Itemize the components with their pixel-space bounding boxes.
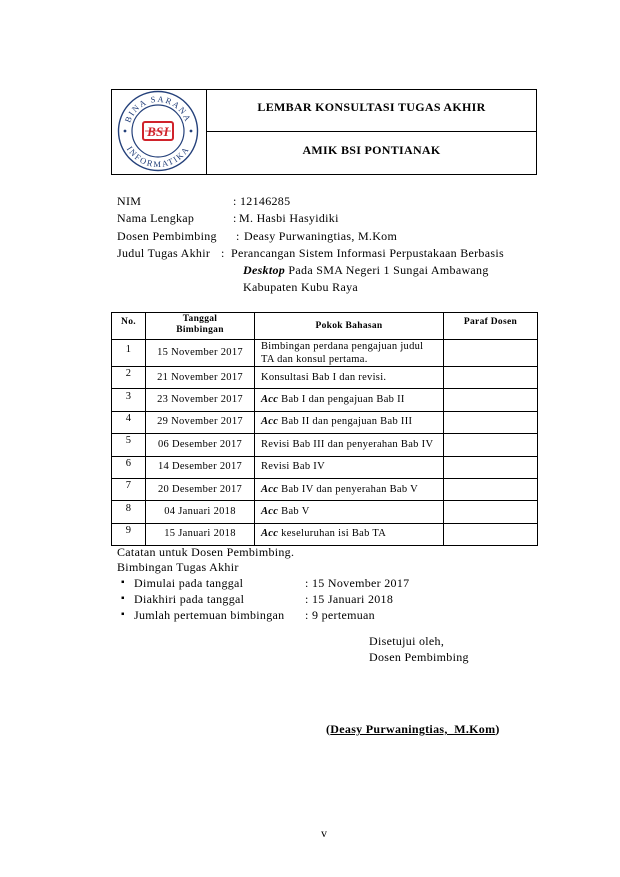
topic-emphasis: Acc [261,483,279,495]
bullet-icon: ▪ [121,593,125,604]
consultation-topic [255,523,444,545]
name-label: Nama Lengkap [117,211,195,225]
column-header-date [146,313,255,340]
table-header-row [112,313,538,340]
table-row [112,478,538,500]
row-number: 8 [112,501,146,523]
notes-heading: Catatan untuk Dosen Pembimbing. [117,545,295,559]
logo-top-text [122,94,193,124]
paraf-cell [444,456,538,478]
notes-item-label: Jumlah pertemuan bimbingan [134,608,285,622]
row-number: 1 [112,340,146,367]
paraf-cell [444,478,538,500]
document-title: LEMBAR KONSULTASI TUGAS AKHIR [207,90,536,132]
column-header-no: No. [112,313,146,340]
row-number: 2 [112,367,146,389]
paraf-cell [444,434,538,456]
thesis-title-line3: Kabupaten Kubu Raya [243,280,359,294]
topic-text: Bimbingan perdana pengajuan judul TA dan konsul pertama. [261,341,424,365]
topic-text: Bab II dan pengajuan Bab III [281,416,413,428]
supervisor-label: Dosen Pembimbing [117,228,217,243]
consultation-topic [255,456,444,478]
thesis-title-label: Judul Tugas Akhir [117,246,211,260]
table-row [112,389,538,411]
logo-bottom-text-path: INFORMATIKA [124,144,192,170]
logo-mark-text: BSI [147,124,169,139]
bullet-icon: ▪ [121,609,125,620]
table-row [112,501,538,523]
signatory-name: Deasy Purwaningtias, M.Kom [330,722,496,736]
approval-line-1 [0,633,620,649]
consultation-date: 15 November 2017 [146,340,255,367]
consultation-topic [255,434,444,456]
approval-role: Dosen Pembimbing [369,650,469,664]
thesis-title-line2-text: Pada SMA Negeri 1 Sungai Ambawang [288,263,489,277]
topic-text: Konsultasi Bab I dan revisi. [261,371,387,383]
row-number: 9 [112,523,146,545]
nim-value: 12146285 [240,194,291,208]
row-number: 5 [112,434,146,456]
page-number: v [321,826,328,840]
consultation-topic [255,367,444,389]
name-separator: : [233,211,237,225]
table-row [112,411,538,433]
logo-cell [112,90,207,174]
consultation-topic [255,411,444,433]
column-header-date-text: Tanggal Bimbingan [176,314,224,335]
consultation-date: 29 November 2017 [146,411,255,433]
notes-heading-row [0,544,620,560]
topic-emphasis: Acc [261,394,279,406]
topic-text: Bab V [281,506,310,518]
table-row [112,523,538,545]
thesis-title-row-3 [0,279,620,296]
paraf-cell [444,523,538,545]
table-row [112,340,538,367]
thesis-title-line1: Perancangan Sistem Informasi Perpustakaan Berbasis [231,246,504,260]
topic-emphasis: Acc [261,528,279,540]
nim-label: NIM [117,194,142,208]
logo-dot-left [124,130,127,133]
consultation-date: 21 November 2017 [146,367,255,389]
logo-top-text-path: BINA SARANA [122,93,194,124]
approval-text: Disetujui oleh, [369,634,445,648]
supervisor-row [0,228,620,245]
thesis-title-row [0,245,620,262]
notes-subheading-row [0,559,620,575]
topic-text: Bab I dan pengajuan Bab II [281,394,405,406]
row-number: 3 [112,389,146,411]
topic-emphasis: Acc [261,416,279,428]
table-row [112,434,538,456]
name-value: M. Hasbi Hasyidiki [239,211,339,225]
consultation-date: 23 November 2017 [146,389,255,411]
nim-separator: : [233,194,237,208]
row-number: 6 [112,456,146,478]
signatory-open-paren: ( [326,722,331,736]
consultation-topic [255,501,444,523]
topic-emphasis: Acc [261,506,279,518]
row-number: 4 [112,411,146,433]
logo-dot-right [190,130,193,133]
topic-text: Revisi Bab IV [261,461,325,473]
signatory-close-paren: ) [495,722,500,736]
thesis-title-emphasis: Desktop [243,263,286,277]
bsi-logo [117,90,199,172]
topic-text: Revisi Bab III dan penyerahan Bab IV [261,438,434,450]
institution-name: AMIK BSI PONTIANAK [302,142,441,157]
notes-item-value: 15 Januari 2018 [312,592,394,606]
bullet-icon: ▪ [121,577,125,588]
notes-item-label: Diakhiri pada tanggal [134,592,245,606]
paraf-cell [444,340,538,367]
thesis-title-row-2 [0,262,620,279]
topic-text: Bab IV dan penyerahan Bab V [281,483,419,495]
table-row [112,456,538,478]
notes-item-separator: : [305,608,309,622]
signatory [326,721,500,737]
notes-item [0,575,620,591]
consultation-topic [255,478,444,500]
header-box [111,89,537,175]
name-row [0,210,620,227]
thesis-title-line2 [243,262,489,279]
consultation-date: 14 Desember 2017 [146,456,255,478]
notes-item-value: 15 November 2017 [312,576,410,590]
consultation-date: 20 Desember 2017 [146,478,255,500]
table-row [112,367,538,389]
column-header-signature: Paraf Dosen [444,313,538,340]
paraf-cell [444,389,538,411]
supervisor-value: Deasy Purwaningtias, M.Kom [244,228,398,243]
supervisor-separator: : [236,228,240,243]
consultation-topic [255,389,444,411]
notes-item-separator: : [305,576,309,590]
column-header-topic: Pokok Bahasan [255,313,444,340]
notes-item-label: Dimulai pada tanggal [134,576,244,590]
signatory-row [0,721,620,737]
consultation-table [111,312,538,546]
consultation-date: 06 Desember 2017 [146,434,255,456]
notes-item [0,591,620,607]
paraf-cell [444,501,538,523]
notes-item-value: 9 pertemuan [312,608,375,622]
thesis-title-separator: : [221,246,225,260]
paraf-cell [444,411,538,433]
row-number: 7 [112,478,146,500]
consultation-topic [255,340,444,367]
consultation-date: 04 Januari 2018 [146,501,255,523]
notes-item [0,607,620,623]
notes-item-separator: : [305,592,309,606]
topic-text: keseluruhan isi Bab TA [281,528,387,540]
notes-subheading: Bimbingan Tugas Akhir [117,560,239,574]
paraf-cell [444,367,538,389]
nim-row [0,193,620,210]
approval-line-2 [0,649,620,665]
consultation-date: 15 Januari 2018 [146,523,255,545]
